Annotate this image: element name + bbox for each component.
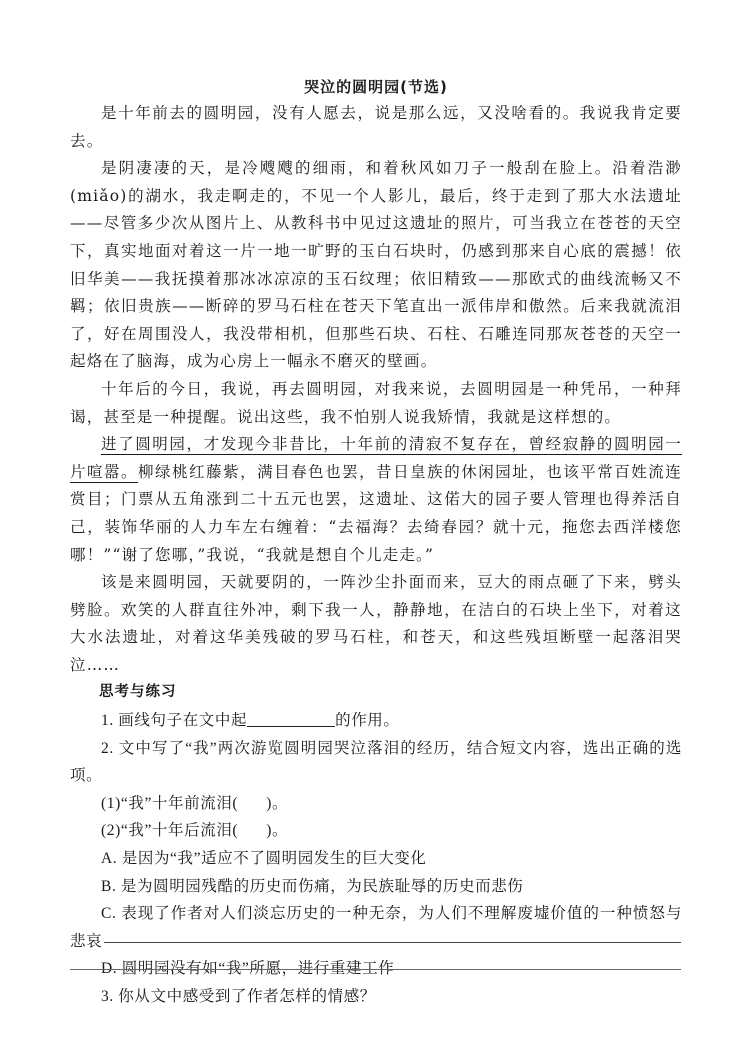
question-1-blank[interactable] bbox=[247, 710, 335, 727]
question-2-sub-1 bbox=[70, 790, 682, 818]
passage-title: 哭泣的圆明园(节选) bbox=[304, 78, 448, 96]
option-d: D. 圆明园没有如“我”所愿，进行重建工作 bbox=[101, 960, 395, 978]
sub-2-text-end: )。 bbox=[266, 822, 289, 840]
option-a: A. 是因为“我”适应不了圆明园发生的巨大变化 bbox=[101, 850, 427, 868]
sub-1-text: (1)“我”十年前流泪( bbox=[101, 794, 239, 812]
question-2: 2. 文中写了“我”两次游览圆明园哭泣落泪的经历，结合短文内容，选出正确的选项。 bbox=[70, 739, 682, 785]
sub-2-text: (2)“我”十年后流泪( bbox=[101, 822, 239, 840]
paragraph-4 bbox=[70, 431, 682, 569]
exercises-heading: 思考与练习 bbox=[99, 684, 177, 701]
answer-line-1[interactable] bbox=[104, 942, 681, 943]
paragraph-4-rest: 柳绿桃红藤紫，满目春色也罢，昔日皇族的休闲园址，也该平常百姓流连赏目；门票从五角涨到二十五元也罢，这遗址、这偌大的园子要人管理也得养活自己，装饰华丽的人力车左右缠着：“去福海？去绮春园？就十元，拖您去西洋楼您哪！”“谢了您哪，”我说，“我就是想自个儿走走。” bbox=[70, 462, 682, 564]
paragraph-5: 该是来圆明园，天就要阴的，一阵沙尘扑面而来，豆大的雨点砸了下来，劈头劈脸。欢笑的人群直往外冲，剩下我一人，静静地，在洁白的石块上坐下，对着这大水法遗址，对着这华美残破的罗马石柱，和苍天，和这些残垣断壁一起落泪哭泣…… bbox=[70, 573, 682, 674]
option-c: C. 表现了作者对人们淡忘历史的一种无奈，为人们不理解废墟价值的一种愤怒与悲哀 bbox=[70, 905, 682, 950]
question-2-sub-2 bbox=[70, 817, 682, 845]
passage-body bbox=[70, 100, 682, 1011]
question-1 bbox=[70, 707, 682, 735]
question-1-text-end: 的作用。 bbox=[335, 712, 400, 730]
question-1-text: 1. 画线句子在文中起 bbox=[101, 712, 248, 730]
underlined-sentence: 进了圆明园，才发现今非昔比，十年前的清寂不复存在，曾经寂静的圆明园一片喧嚣。 bbox=[70, 435, 682, 481]
answer-line-2[interactable] bbox=[70, 969, 681, 970]
option-b: B. 是为圆明园残酷的历史而伤痛，为民族耻辱的历史而悲伤 bbox=[101, 877, 524, 895]
sub-1-text-end: )。 bbox=[266, 794, 289, 812]
question-3: 3. 你从文中感受到了作者怎样的情感？ bbox=[101, 988, 376, 1005]
paragraph-2: 是阴凄凄的天，是冷飕飕的细雨，和着秋风如刀子一般刮在脸上。沿着浩渺(miǎo)的湖水，我走啊走的，不见一个人影儿，最后，终于走到了那大水法遗址——尽管多少次从图片上、从教科书中见过这遗址的照片，可当我立在苍苍的天空下，真实地面对着这一片一地一旷野的玉白石块时，仍感到那来自心底的震撼！依旧华美——我抚摸着那冰冰凉凉的玉石纹理；依旧精致——那欧式的曲线流畅又不羁；依旧贵族——断碎的罗马石柱在苍天下笔直出一派伟岸和傲然。后来我就流泪了，好在周围没人，我没带相机，但那些石块、石柱、石雕连同那灰苍苍的天空一起烙在了脑海，成为心房上一幅永不磨灭的壁画。 bbox=[70, 159, 682, 371]
paragraph-3: 十年后的今日，我说，再去圆明园，对我来说，去圆明园是一种凭吊，一种拜谒，甚至是一种提醒。说出这些，我不怕别人说我矫情，我就是这样想的。 bbox=[70, 379, 682, 426]
paragraph-1: 是十年前去的圆明园，没有人愿去，说是那么远，又没啥看的。我说我肯定要去。 bbox=[70, 104, 682, 150]
